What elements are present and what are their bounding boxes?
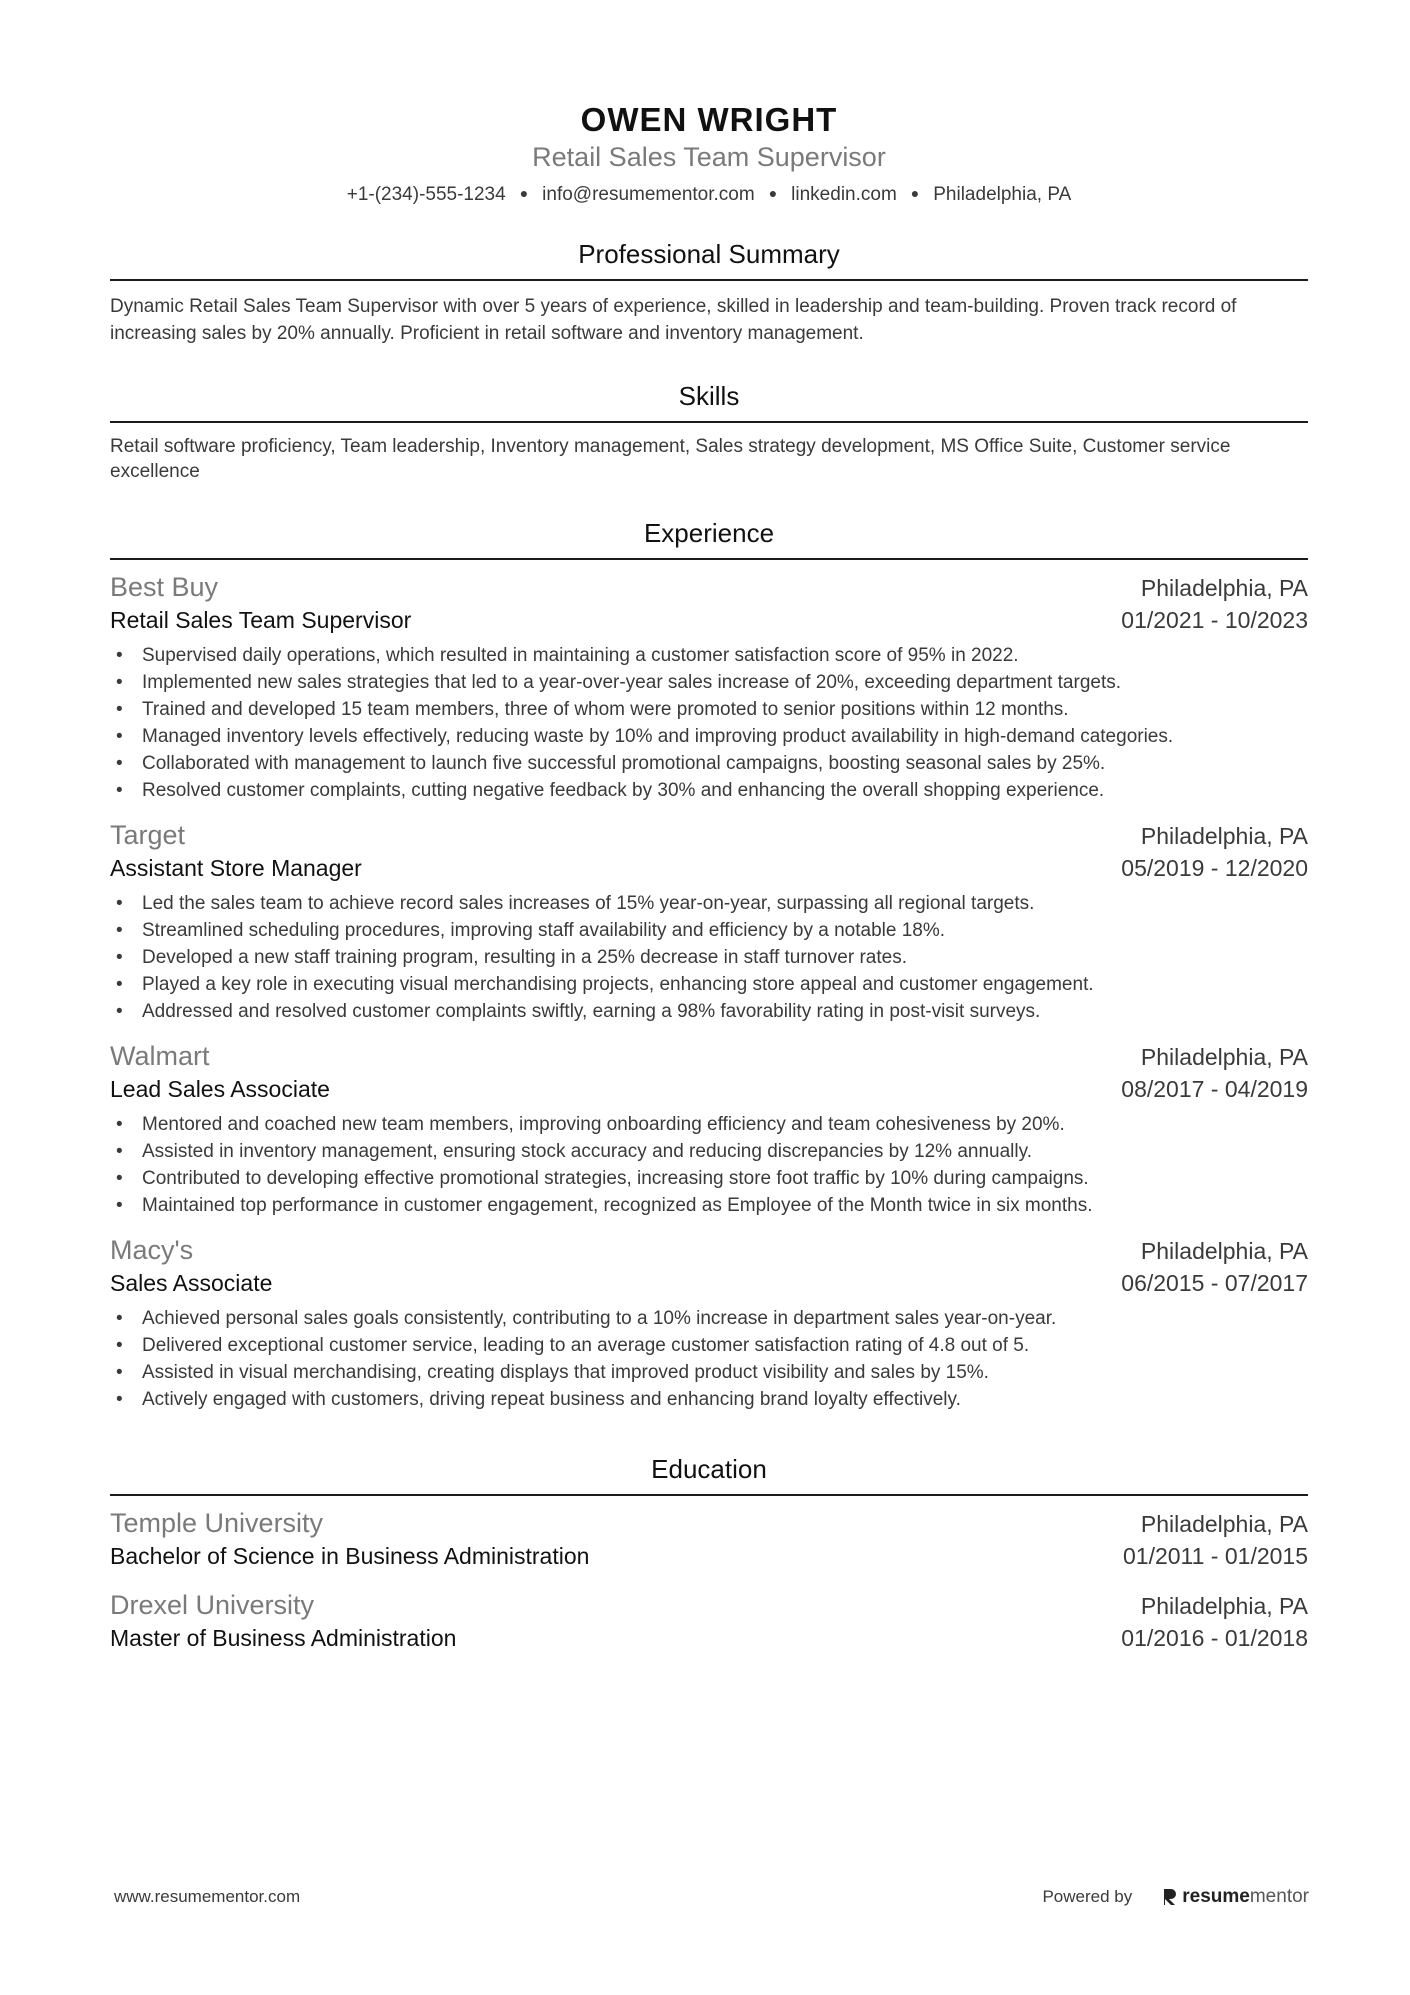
job-dates: 06/2015 - 07/2017: [1121, 1270, 1308, 1296]
job-entry: [110, 818, 1308, 1025]
job-company: Macy's: [110, 1235, 194, 1265]
school-location: Philadelphia, PA: [1140, 1511, 1308, 1537]
bullet-icon: •: [116, 726, 123, 747]
bullet-item: [110, 1165, 1308, 1192]
job-position: Retail Sales Team Supervisor: [110, 607, 412, 633]
bullet-icon: •: [116, 920, 123, 941]
job-location: Philadelphia, PA: [1140, 823, 1308, 849]
degree-name: Bachelor of Science in Business Administration: [110, 1543, 590, 1569]
bullet-text: Actively engaged with customers, driving repeat business and enhancing brand loyalty effectively.: [142, 1389, 961, 1410]
section-heading: Skills: [110, 380, 1308, 423]
bullet-item: [110, 890, 1308, 917]
bullet-item: [110, 1332, 1308, 1359]
separator-dot-icon: ●: [910, 185, 920, 201]
job-bullets: [110, 890, 1308, 1025]
bullet-icon: •: [116, 780, 123, 801]
bullet-item: [110, 998, 1308, 1025]
bullet-text: Assisted in visual merchandising, creating displays that improved product visibility and sales by 15%.: [142, 1362, 989, 1383]
job-bullets: [110, 642, 1308, 804]
bullet-icon: •: [116, 1001, 123, 1022]
job-location: Philadelphia, PA: [1140, 1044, 1308, 1070]
bullet-item: [110, 696, 1308, 723]
experience-section: [110, 517, 1308, 1413]
education-dates: 01/2016 - 01/2018: [1121, 1625, 1308, 1651]
bullet-item: [110, 1138, 1308, 1165]
job-bullets: [110, 1305, 1308, 1413]
bullet-text: Addressed and resolved customer complaints swiftly, earning a 98% favorability rating in post-visit surveys.: [142, 1001, 1041, 1022]
job-position: Assistant Store Manager: [110, 855, 362, 881]
bullet-icon: •: [116, 1141, 123, 1162]
bullet-text: Led the sales team to achieve record sales increases of 15% year-on-year, surpassing all regional targets.: [142, 893, 1035, 914]
bullet-item: [110, 1111, 1308, 1138]
bullet-text: Implemented new sales strategies that led to a year-over-year sales increase of 20%, exceeding department targets.: [142, 672, 1122, 693]
candidate-title: Retail Sales Team Supervisor: [532, 142, 886, 172]
degree-name: Master of Business Administration: [110, 1625, 457, 1651]
bullet-item: [110, 944, 1308, 971]
bullet-item: [110, 1359, 1308, 1386]
section-heading: Experience: [110, 517, 1308, 560]
resume-page: [110, 0, 1308, 1654]
bullet-text: Played a key role in executing visual merchandising projects, enhancing store appeal and customer engagement.: [142, 974, 1094, 995]
job-company: Walmart: [110, 1041, 210, 1071]
job-dates: 01/2021 - 10/2023: [1121, 607, 1308, 633]
bullet-icon: •: [116, 974, 123, 995]
bullet-icon: •: [116, 645, 123, 666]
bullet-text: Resolved customer complaints, cutting negative feedback by 30% and enhancing the overall shopping experience.: [142, 780, 1105, 801]
bullet-text: Trained and developed 15 team members, three of whom were promoted to senior positions within 12 months.: [142, 699, 1069, 720]
job-entry: [110, 570, 1308, 804]
summary-section: [110, 238, 1308, 347]
job-location: Philadelphia, PA: [1140, 1238, 1308, 1264]
bullet-icon: •: [116, 1195, 123, 1216]
bullet-text: Maintained top performance in customer engagement, recognized as Employee of the Month twice in six months.: [142, 1195, 1093, 1216]
education-entry: [110, 1588, 1308, 1654]
contact-location: Philadelphia, PA: [933, 184, 1072, 205]
bullet-icon: •: [116, 1335, 123, 1356]
school-name: Temple University: [110, 1508, 324, 1538]
bullet-icon: •: [116, 1114, 123, 1135]
education-section: [110, 1453, 1308, 1654]
bullet-text: Streamlined scheduling procedures, improving staff availability and efficiency by a notable 18%.: [142, 920, 946, 941]
bullet-item: [110, 723, 1308, 750]
bullet-icon: •: [116, 1389, 123, 1410]
contact-email[interactable]: info@resumementor.com: [542, 184, 755, 205]
brand-bold-text: resume: [1182, 1886, 1250, 1907]
job-position: Lead Sales Associate: [110, 1076, 330, 1102]
resumementor-logo-icon: [1162, 1887, 1178, 1907]
candidate-name: OWEN WRIGHT: [580, 101, 838, 138]
job-entry: [110, 1039, 1308, 1219]
school-location: Philadelphia, PA: [1140, 1593, 1308, 1619]
separator-dot-icon: ●: [519, 185, 529, 201]
job-entry: [110, 1233, 1308, 1413]
powered-by-label: Powered by: [1042, 1887, 1133, 1906]
bullet-text: Mentored and coached new team members, improving onboarding efficiency and team cohesiveness by 20%.: [142, 1114, 1065, 1135]
education-dates: 01/2011 - 01/2015: [1122, 1543, 1308, 1569]
bullet-item: [110, 917, 1308, 944]
section-heading: Education: [110, 1453, 1308, 1496]
contact-phone: +1-(234)-555-1234: [346, 184, 506, 205]
bullet-icon: •: [116, 1308, 123, 1329]
contact-line: [110, 180, 1308, 208]
bullet-text: Delivered exceptional customer service, leading to an average customer satisfaction rating of 4.8 out of 5.: [142, 1335, 1030, 1356]
job-bullets: [110, 1111, 1308, 1219]
bullet-item: [110, 1192, 1308, 1219]
skills-section: [110, 380, 1308, 484]
bullet-icon: •: [116, 1362, 123, 1383]
bullet-icon: •: [116, 893, 123, 914]
bullet-text: Assisted in inventory management, ensuring stock accuracy and reducing discrepancies by 12% annually.: [142, 1141, 1032, 1162]
job-company: Target: [110, 820, 186, 850]
resumementor-brand[interactable]: [1162, 1886, 1309, 1908]
bullet-item: [110, 971, 1308, 998]
page-footer: [114, 1886, 1309, 1908]
bullet-text: Developed a new staff training program, resulting in a 25% decrease in staff turnover rates.: [142, 947, 908, 968]
summary-text: Dynamic Retail Sales Team Supervisor with over 5 years of experience, skilled in leadership and team-building. Proven track record of increasing sales by 20% annually. Proficient in retail software and inventory management.: [110, 296, 1237, 344]
bullet-icon: •: [116, 947, 123, 968]
education-entry: [110, 1506, 1308, 1572]
bullet-item: [110, 1386, 1308, 1413]
job-company: Best Buy: [110, 572, 219, 602]
job-dates: 05/2019 - 12/2020: [1121, 855, 1308, 881]
bullet-item: [110, 642, 1308, 669]
bullet-item: [110, 1305, 1308, 1332]
school-name: Drexel University: [110, 1590, 315, 1620]
section-heading: Professional Summary: [110, 238, 1308, 281]
footer-website-link[interactable]: www.resumementor.com: [114, 1887, 301, 1906]
bullet-item: [110, 777, 1308, 804]
job-location: Philadelphia, PA: [1140, 575, 1308, 601]
separator-dot-icon: ●: [768, 185, 778, 201]
powered-by: [1042, 1886, 1309, 1908]
bullet-icon: •: [116, 1168, 123, 1189]
brand-light-text: mentor: [1249, 1886, 1309, 1907]
bullet-icon: •: [116, 672, 123, 693]
bullet-text: Achieved personal sales goals consistently, contributing to a 10% increase in department sales year-on-year.: [142, 1308, 1057, 1329]
bullet-item: [110, 750, 1308, 777]
skills-text: Retail software proficiency, Team leadership, Inventory management, Sales strategy development, MS Office Suite, Customer service excellence: [110, 436, 1231, 482]
contact-linkedin[interactable]: linkedin.com: [791, 184, 897, 205]
job-dates: 08/2017 - 04/2019: [1121, 1076, 1308, 1102]
bullet-text: Supervised daily operations, which resulted in maintaining a customer satisfaction score of 95% in 2022.: [142, 645, 1019, 666]
job-position: Sales Associate: [110, 1270, 273, 1296]
bullet-icon: •: [116, 699, 123, 720]
bullet-text: Contributed to developing effective promotional strategies, increasing store foot traffic by 10% during campaigns.: [142, 1168, 1089, 1189]
bullet-text: Collaborated with management to launch five successful promotional campaigns, boosting seasonal sales by 25%.: [142, 753, 1106, 774]
bullet-icon: •: [116, 753, 123, 774]
bullet-text: Managed inventory levels effectively, reducing waste by 10% and improving product availability in high-demand categories.: [142, 726, 1174, 747]
bullet-item: [110, 669, 1308, 696]
